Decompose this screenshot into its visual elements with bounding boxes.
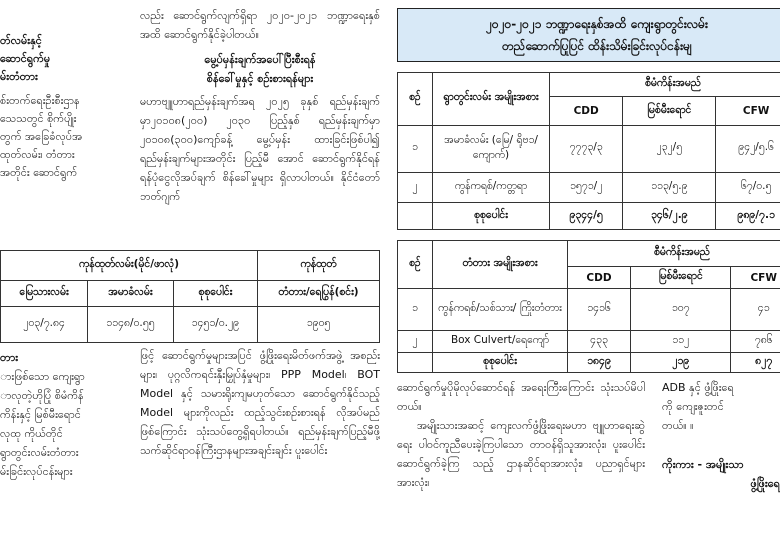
total-cell: ၁၈၄၉ <box>568 353 631 373</box>
row-type: ကွန်ကရစ်/ကတ္တရာ <box>433 172 550 203</box>
row-no: ၁ <box>398 289 433 331</box>
left-heading-line: ဆောင်ရွက်မှု <box>0 52 51 65</box>
header-no: စဉ် <box>398 73 433 126</box>
banner-line-2: တည်ဆောက်ပြုပြင် ထိန်းသိမ်းခြင်းလုပ်ငန်းမျ <box>502 39 692 53</box>
table-cell: ၆၇/၀.၅ <box>716 172 780 203</box>
table-cell: ၄၃၃ <box>568 331 631 353</box>
header-project-name: စီမံကိန်းအမည် <box>550 73 780 97</box>
header-project-name: စီမံကိန်းအမည် <box>568 241 780 267</box>
col-header-bridges: တံတား/ရေပြွန်(စင်း) <box>258 281 380 307</box>
header-cdd: CDD <box>568 267 631 289</box>
left-para-line: တွက် အခြေခံလုပ်အ <box>0 130 83 143</box>
header-bridge-type: တံတား အမျိုးအစား <box>433 241 568 289</box>
left-footer-line: ရွာတွင်းလမ်းတံတား <box>0 446 79 459</box>
left-para-line: သေသတွင် စိုက်ပျိုး <box>0 112 77 125</box>
col-header-earth-road: မြေသားလမ်း <box>1 281 88 307</box>
row-type: အမာခံလမ်း (မြေ/ ရိုဗ၁/ကျောက်) <box>433 125 550 172</box>
banner-line-1: ၂၀၂၀-၂၀၂၁ ဘဏ္ဍာရေးနှစ်အထိ ကျေးရွာတွင်းလမ်း <box>485 17 709 31</box>
table-cell: ၁၅၇၁/၂ <box>550 172 623 203</box>
table-cell: ၂၃၂/၅ <box>623 125 716 172</box>
table-cell: ၁၁၂ <box>631 331 731 353</box>
right-paragraph-2: အမျိုးသားအဆင့် ကျေးလက်ဖွံ့ဖြိုးရေးမဟာ ဗျူဟာရေးဆွဲရေး ပါဝင်ကူညီပေးခဲ့ကြပါသော တာဝန်ရှိသူအားလုံး၊ ပူးပေါင်းဆောင်ရွက်ခဲ့ကြ သည့် ဌာနဆိုင်ရာအားလုံး၊ ပညာရှင်များအားလုံး၊ <box>397 419 645 489</box>
row-no: ၂ <box>398 172 433 203</box>
left-footer-line: လုထု ကိုယ်တိုင် <box>0 427 63 440</box>
right-paragraph-1: ဆောင်ရွက်မှုပိုမိုလုပ်ဆောင်ရန် အရေးကြီးကြောင်း သုံးသပ်မိပါတယ်။ <box>397 381 645 413</box>
col-header-paved-road: အမာခံလမ်း <box>88 281 174 307</box>
left-footer-line: ာလုတဲ့ဟိုပြုံ စိမံကိန် <box>0 389 84 402</box>
reference-label: ကိုးကား - အမျိုးသာ <box>662 458 744 471</box>
left-footer-line: ားဖြစ်သော ကျေးရွာ <box>0 370 85 383</box>
left-heading-line: တ်လမ်းနှင့် <box>0 34 42 47</box>
table-cell: ၁၁၃/၅.၉ <box>623 172 716 203</box>
reference-source: ဖွံ့ဖြိုးရေ <box>750 477 780 490</box>
total-cell: ၂၁၉ <box>631 353 731 373</box>
col-header-total: စုစုပေါင်း <box>173 281 257 307</box>
header-electrification: မြစ်မီးရောင် <box>623 97 716 126</box>
header-cdd: CDD <box>550 97 623 126</box>
far-right-line: ကို ကျေးဇူးတင် <box>662 400 724 413</box>
middle-paragraph-3: ဖြင့် ဆောင်ရွက်မှုများအပြင် ဖွံ့ဖြိုးရေးမိတ်ဖက်အဖွဲ့ အစည်းများ၊ ပုဂ္ဂလိကရင်းနှီးမြှုပ်နှံမှုများ၊ PPP Model၊ BOT Model နှင့် သမားရိုးကျမဟုတ်သော ဆောင်ရွက်နိုင်သည့် Model များကိုလည်း ထည့်သွင်းစဉ်းစားရန် လိုအပ်မည်ဖြစ်ကြောင်း သုံးသပ်တွေ့ရှိရပါတယ်။ ရည်မှန်းချက်ပြည့်မီဖို့ သက်ဆိုင်ရာဝန်ကြီးဌာနများအချင်းချင်း ပူးပေါင်း <box>140 349 380 457</box>
header-cfw: CFW <box>716 97 780 126</box>
total-cell: ၃၄၆/၂.၉ <box>623 203 716 230</box>
right-bottom-text <box>397 378 645 516</box>
section-heading-1: မွေ့ပ်မှန်းချက်အပေါ်ပြီးစီးရန် <box>204 53 316 66</box>
middle-paragraph-2: မဟာဗျူဟာရည်မှန်းချက်အရ ၂၀၂၅ ခုနှစ် ရည်မှန်းချက်မှာ၂၀၁၀၈(၂၀၀) ၂၀၃၀ ပြည့်နှစ် ရည်မှန်းချက်မှာ ၂၀၁၀၈(၃၀၀)ကျော်ခန့် မွေ့ပ်မှန်း ထားခြင်းဖြစ်ပါ၍ ရည်မှန်းချက်များအတိုင်း ပြည့်မီ အောင် ဆောင်ရွက်နိုင်ရန် ရန်ပုံငွေလိုအပ်ချက် စိန်ခေါ်မှုများ ရှိလာပါတယ်။ နိုင်ငံတော်ဘတ်ဂျက် <box>140 95 380 203</box>
road-production-table <box>0 250 380 343</box>
row-type: ကွန်ကရစ်/သစ်သား/ ကြိုးတံတား <box>433 289 568 331</box>
row-type: Box Culvert/ရေကျော် <box>433 331 568 353</box>
far-right-line: တယ်။ ။ <box>662 419 694 432</box>
header-road-type: ရွာတွင်းလမ်း အမျိုးအစား <box>433 73 550 126</box>
total-label: စုစုပေါင်း <box>433 353 568 373</box>
table-group-header: ကုန်ထုတ်လမ်း(မိုင်/ဖာလုံ) <box>1 251 258 281</box>
table-cell: ၄၁ <box>731 289 780 331</box>
middle-paragraph-1: လည်း ဆောင်ရွက်လျက်ရှိရာ ၂၀၂၀-၂၀၂၁ ဘဏ္ဍာရေးနှစ်အထိ ဆောင်ရွက်နိုင်ခဲ့ပါတယ်။ <box>140 9 380 41</box>
total-label: စုစုပေါင်း <box>433 203 550 230</box>
table-cell: ၇၇၇၃/၃ <box>550 125 623 172</box>
table-cell: ၂၀၃/၇.၈၄ <box>1 307 88 343</box>
table-cell: ၁၁၄၈/၀.၅၅ <box>88 307 174 343</box>
left-para-line: စ်းတက်ရေးဦးစီးဌာန <box>0 94 80 107</box>
table-cell: ၁၉၀၅ <box>258 307 380 343</box>
title-banner <box>397 8 780 62</box>
left-footer-line: မ်းခြင်းလုပ်ငန်းများ <box>0 465 73 478</box>
header-cfw: CFW <box>731 267 780 289</box>
left-footer-line: ကိန်းနှင့် မြစ်မီးရောင် <box>0 408 81 421</box>
total-cell: ၉၈၉/၇.၁ <box>716 203 780 230</box>
bridge-table <box>397 240 780 373</box>
left-heading-line: မ်းတံတား <box>0 70 38 83</box>
far-right-text <box>662 378 780 493</box>
far-right-line: ADB နှင့် ဖွံ့ဖြိုးရေ <box>662 381 734 394</box>
header-electrification: မြစ်မီးရောင် <box>631 267 731 289</box>
table-header-right: ကုန်ထုတ် <box>258 251 380 281</box>
table-cell: ၉၄၂/၅.၆ <box>716 125 780 172</box>
left-para-line: အတိုင်း ဆောင်ရွက် <box>0 166 78 179</box>
section-heading-2: စိန်ခေါ်မှုနှင့် စဉ်းစားရန်များ <box>206 72 314 85</box>
row-no: ၂ <box>398 331 433 353</box>
left-footer-heading: တား <box>0 351 19 364</box>
table-cell: ၁၀၇ <box>631 289 731 331</box>
row-no: ၁ <box>398 125 433 172</box>
total-cell: ၉၃၄၄/၅ <box>550 203 623 230</box>
total-cell: ၈၂၇ <box>731 353 780 373</box>
table-cell: ၁၄၅၁/၀.၂၉ <box>173 307 257 343</box>
table-cell: ၁၄၁၆ <box>568 289 631 331</box>
left-para-line: ထုတ်လမ်း၊ တံတား <box>0 148 75 161</box>
table-cell: ၇၈၆ <box>731 331 780 353</box>
header-no: စဉ် <box>398 241 433 289</box>
village-road-table <box>397 72 780 230</box>
